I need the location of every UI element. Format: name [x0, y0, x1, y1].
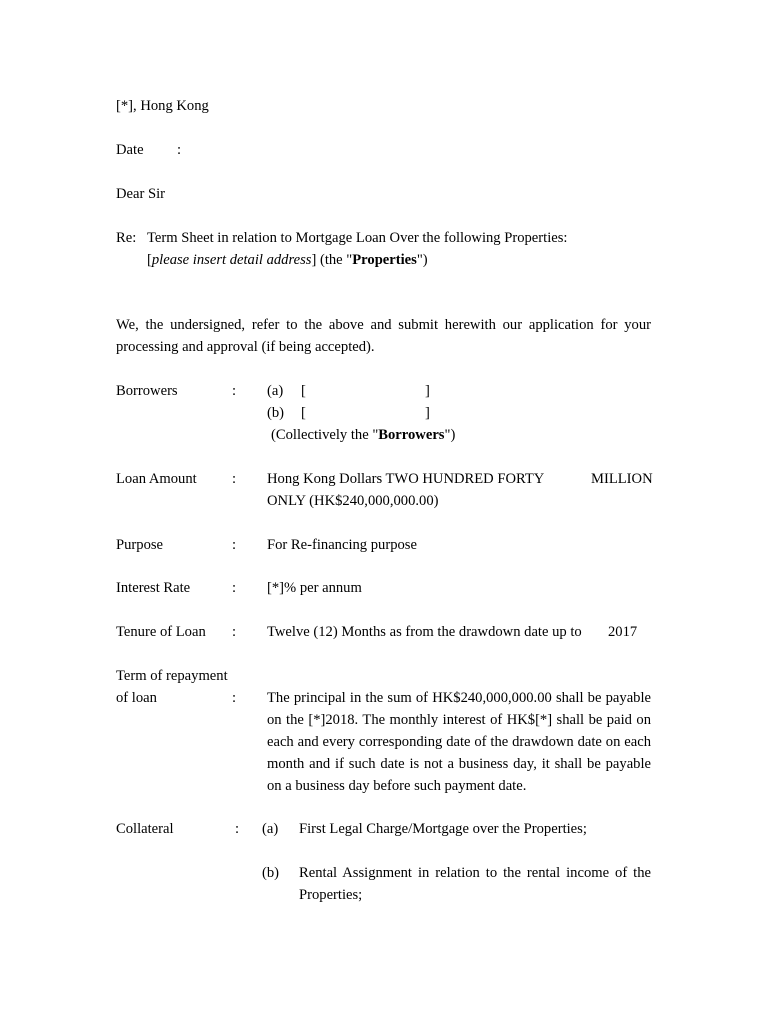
re-address-placeholder: please insert detail address: [151, 252, 312, 268]
date-colon: :: [177, 142, 182, 158]
re-label: Re:: [116, 230, 137, 246]
collateral-label: Collateral: [116, 821, 174, 837]
repayment-label-line-1: Term of repayment: [116, 668, 228, 684]
collateral-b-num: (b): [262, 865, 280, 881]
loan-amount-colon: :: [232, 471, 237, 487]
interest-rate-colon: :: [232, 580, 237, 596]
interest-rate-value: [*]% per annum: [267, 580, 362, 596]
borrowers-collective: [271, 424, 455, 446]
collateral-colon: :: [235, 821, 240, 837]
borrowers-collective-post: "): [444, 427, 456, 443]
repayment-value: The principal in the sum of HK$240,000,000.00 shall be payable on the [*]2018. The monthly interest of HK$[*] shall be paid on each and every corresponding date of the drawdown date on each month and if such date is not a business day, it shall be payable on a business day before such payment date.: [267, 690, 651, 794]
borrower-a-open: [: [301, 383, 306, 399]
repayment-colon: :: [232, 690, 237, 706]
re-line-1: Term Sheet in relation to Mortgage Loan Over the following Properties:: [147, 230, 568, 246]
re-line-2-mid: ] (the ": [311, 252, 353, 268]
tenure-colon: :: [232, 624, 237, 640]
re-line-2: [147, 249, 428, 271]
tenure-label: Tenure of Loan: [116, 624, 206, 640]
intro-paragraph: We, the undersigned, refer to the above and submit herewith our application for your processing and approval (if being accepted).: [116, 317, 651, 355]
date-label: Date: [116, 142, 144, 158]
borrowers-colon: :: [232, 383, 237, 399]
borrowers-term: Borrowers: [378, 427, 445, 443]
salutation: Dear Sir: [116, 186, 166, 202]
place-line: [*], Hong Kong: [116, 98, 209, 114]
loan-amount-label: Loan Amount: [116, 471, 197, 487]
borrowers-collective-pre: (Collectively the ": [271, 427, 379, 443]
tenure-year: 2017: [608, 624, 638, 640]
loan-amount-line-1b: MILLION: [591, 471, 653, 487]
borrowers-label: Borrowers: [116, 383, 178, 399]
purpose-colon: :: [232, 537, 237, 553]
borrower-a-num: (a): [267, 383, 284, 399]
purpose-value: For Re-financing purpose: [267, 537, 417, 553]
borrower-b-close: ]: [425, 405, 430, 421]
re-line-2-close: "): [416, 252, 428, 268]
borrower-b-num: (b): [267, 405, 285, 421]
borrower-a-close: ]: [425, 383, 430, 399]
re-properties-term: Properties: [352, 252, 417, 268]
repayment-label-line-2: of loan: [116, 690, 157, 706]
purpose-label: Purpose: [116, 537, 164, 553]
collateral-a-num: (a): [262, 821, 279, 837]
tenure-value: Twelve (12) Months as from the drawdown date up to: [267, 624, 582, 640]
interest-rate-label: Interest Rate: [116, 580, 191, 596]
loan-amount-line-2: ONLY (HK$240,000,000.00): [267, 493, 439, 509]
collateral-a-text: First Legal Charge/Mortgage over the Properties;: [299, 821, 587, 837]
collateral-b-text: Rental Assignment in relation to the rental income of the Properties;: [299, 865, 651, 903]
loan-amount-line-1a: Hong Kong Dollars TWO HUNDRED FORTY: [267, 471, 545, 487]
borrower-b-open: [: [301, 405, 306, 421]
re-line-2-open: [: [147, 252, 152, 268]
